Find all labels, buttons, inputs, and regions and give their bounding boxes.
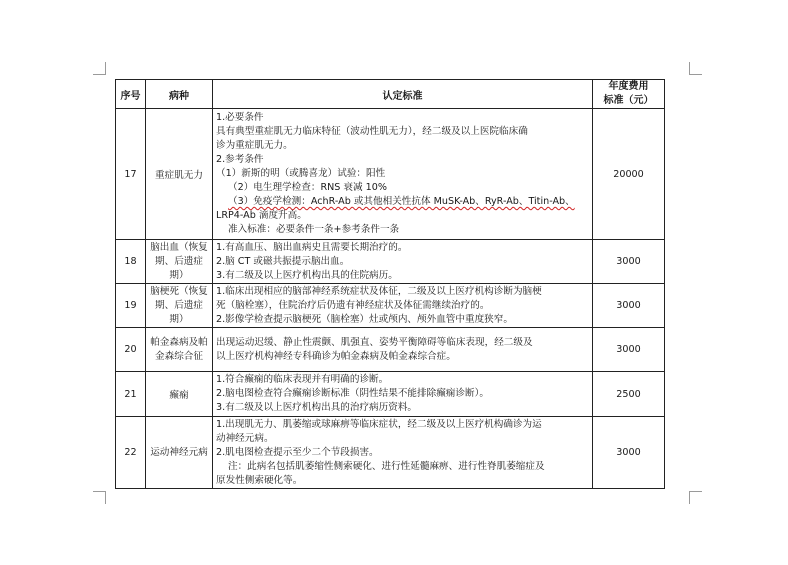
disease-criteria-table	[115, 79, 665, 489]
criteria-line: 准入标准：必要条件一条+参考条件一条	[228, 224, 400, 235]
criteria-line: （3）免疫学检测：AchR-Ab 或其他相关性抗体 MuSK-Ab、RyR-Ab、Titin-Ab、	[228, 196, 575, 207]
crop-mark-top-right	[689, 62, 702, 75]
row-cost: 3000	[593, 328, 665, 372]
table-row	[116, 240, 665, 284]
criteria-line: 2.脑 CT 或磁共振提示脑出血。	[216, 255, 350, 267]
row-cost: 3000	[593, 417, 665, 489]
criteria-line: 1.临床出现相应的脑部神经系统症状及体征，二级及以上医疗机构诊断为脑梗	[216, 285, 542, 297]
criteria-line: 2.影像学检查提示脑梗死（脑栓塞）灶或颅内、颅外血管中重度狭窄。	[216, 313, 513, 325]
row-no: 20	[116, 328, 146, 372]
row-criteria	[213, 284, 593, 328]
table-row	[116, 109, 665, 240]
criteria-line: 1.符合癫痫的临床表现并有明确的诊断。	[216, 374, 389, 385]
criteria-line: 1.出现肌无力、肌萎缩或球麻痹等临床症状，经二级及以上医疗机构确诊为运	[216, 418, 542, 430]
crop-mark-bottom-left	[93, 491, 106, 504]
row-cost: 20000	[593, 109, 665, 240]
header-cost	[593, 80, 665, 109]
row-disease: 帕金森病及帕金森综合征	[146, 328, 213, 372]
row-no: 21	[116, 372, 146, 417]
row-disease: 癫痫	[146, 372, 213, 417]
row-disease: 重症肌无力	[146, 109, 213, 240]
row-cost: 3000	[593, 284, 665, 328]
crop-mark-bottom-right	[689, 491, 702, 504]
header-disease: 病种	[146, 80, 213, 109]
row-disease: 脑梗死（恢复期、后遗症期）	[146, 284, 213, 328]
row-cost: 3000	[593, 240, 665, 284]
header-criteria: 认定标准	[213, 80, 593, 109]
row-disease: 脑出血（恢复期、后遗症期）	[146, 240, 213, 284]
row-criteria	[213, 372, 593, 417]
criteria-line: 动神经元病。	[216, 432, 274, 444]
criteria-line: 2.参考条件	[216, 154, 264, 165]
criteria-line: 具有典型重症肌无力临床特征（波动性肌无力），经二级及以上医院临床确	[216, 126, 528, 137]
criteria-line: 注：此病名包括肌萎缩性侧索硬化、进行性延髓麻痹、进行性脊肌萎缩症及	[228, 460, 545, 472]
table-row	[116, 328, 665, 372]
criteria-line: 2.肌电图检查提示至少二个节段损害。	[216, 446, 379, 458]
criteria-line: 2.脑电图检查符合癫痫诊断标准（阴性结果不能排除癫痫诊断）。	[216, 388, 489, 399]
table-row	[116, 284, 665, 328]
row-no: 17	[116, 109, 146, 240]
criteria-line: LRP4-Ab 滴度升高。	[216, 210, 307, 221]
criteria-line: 以上医疗机构神经专科确诊为帕金森病及帕金森综合症。	[216, 350, 456, 362]
row-criteria	[213, 328, 593, 372]
criteria-line: 3.有二级及以上医疗机构出具的住院病历。	[216, 269, 398, 281]
row-no: 18	[116, 240, 146, 284]
row-no: 22	[116, 417, 146, 489]
criteria-line: 1.有高血压、脑出血病史且需要长期治疗的。	[216, 241, 408, 253]
criteria-line: （1）新斯的明（或腾喜龙）试验：阳性	[216, 168, 386, 179]
row-cost: 2500	[593, 372, 665, 417]
row-disease: 运动神经元病	[146, 417, 213, 489]
header-no: 序号	[116, 80, 146, 109]
header-cost-line1: 年度费用	[608, 81, 649, 92]
criteria-line: 1.必要条件	[216, 112, 264, 123]
crop-mark-top-left	[93, 62, 106, 75]
row-criteria	[213, 417, 593, 489]
criteria-line: 3.有二级及以上医疗机构出具的治疗病历资料。	[216, 402, 418, 413]
row-criteria	[213, 240, 593, 284]
criteria-line: 出现运动迟缓、静止性震颤、肌强直、姿势平衡障碍等临床表现，经二级及	[216, 336, 533, 348]
table-row	[116, 372, 665, 417]
table-row	[116, 417, 665, 489]
criteria-line: 诊为重症肌无力。	[216, 140, 293, 151]
criteria-line: 死（脑栓塞），住院治疗后仍遗有神经症状及体征需继续治疗的。	[216, 299, 490, 311]
header-cost-line2: 标准（元）	[603, 95, 654, 106]
row-no: 19	[116, 284, 146, 328]
criteria-line: 原发性侧索硬化等。	[216, 474, 303, 486]
row-criteria	[213, 109, 593, 240]
criteria-line: （2）电生理学检查：RNS 衰减 10%	[228, 182, 387, 193]
table-header-row	[116, 80, 665, 109]
